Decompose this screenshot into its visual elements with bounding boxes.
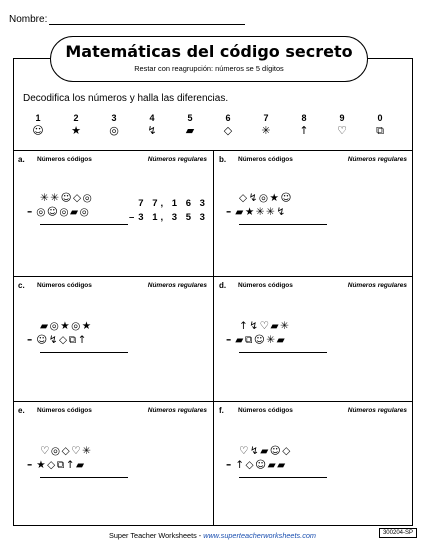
key-item-1 [28, 112, 48, 138]
arrow-up-icon: ↑ [299, 124, 309, 137]
key-item-6 [218, 112, 238, 138]
page-title: Matemáticas del código secreto [65, 42, 353, 61]
code-bottom-row [27, 333, 93, 347]
code-top: ◇↯◎★☺ [239, 192, 293, 204]
code-top: ✳✳☺◇◎ [40, 192, 94, 204]
key-number: 3 [111, 113, 117, 123]
code-bottom: ▰★✳✳↯ [235, 206, 287, 218]
code-bottom: ★◇⧉↑▰ [36, 459, 86, 471]
problem-letter: e. [18, 406, 25, 415]
symbol-key [24, 112, 384, 144]
codes-heading: Números códigos [37, 407, 92, 414]
code-top: ♡↯▰☺◇ [239, 445, 292, 457]
name-row [9, 14, 245, 25]
minus-sign: – [226, 459, 232, 471]
heart-icon: ♡ [337, 124, 347, 137]
key-number: 9 [339, 113, 345, 123]
instructions: Decodifica los números y halla las diferencias. [23, 93, 229, 104]
key-item-8 [294, 112, 314, 138]
minus-sign: – [27, 206, 33, 218]
minus-sign: – [226, 334, 232, 346]
problem-letter: f. [219, 406, 224, 415]
key-item-4 [142, 112, 162, 138]
code-problem [226, 319, 290, 347]
code-problem [27, 319, 93, 347]
smiley-icon: ☺ [32, 124, 44, 137]
code-bottom: ◎☺◎▰◎ [36, 206, 91, 218]
problem-letter: d. [219, 281, 227, 290]
regular-bottom: 3 1, 3 5 3 [138, 212, 208, 223]
parallelogram-icon: ▰ [185, 124, 195, 137]
minus-sign: – [27, 459, 33, 471]
name-field[interactable] [49, 15, 245, 25]
footer [0, 531, 425, 540]
key-number: 2 [73, 113, 79, 123]
codes-heading: Números códigos [37, 156, 92, 163]
key-number: 6 [225, 113, 231, 123]
diamond-icon: ◇ [223, 124, 233, 137]
code-bottom-row [226, 458, 292, 472]
regular-heading: Números regulares [347, 156, 407, 163]
answer-line [239, 224, 327, 225]
code-bottom-row [27, 205, 93, 219]
code-problem [226, 191, 293, 219]
regular-problem [129, 197, 208, 225]
code-top: ▰◎★◎★ [40, 320, 93, 332]
answer-line [239, 352, 327, 353]
regular-top: 7 7, 1 6 3 [138, 198, 208, 209]
codes-heading: Números códigos [238, 282, 293, 289]
key-item-7 [256, 112, 276, 138]
spiral-icon: ◎ [109, 124, 119, 137]
codes-heading: Números códigos [238, 407, 293, 414]
minus-sign: – [129, 212, 135, 223]
footer-link[interactable]: www.superteacherworksheets.com [203, 531, 316, 540]
minus-sign: – [27, 334, 33, 346]
code-top: ♡◎◇♡✳ [40, 445, 93, 457]
problem-d [213, 276, 413, 401]
minus-sign: – [226, 206, 232, 218]
key-number: 8 [301, 113, 307, 123]
answer-line [40, 477, 128, 478]
key-number: 5 [187, 113, 193, 123]
squares-icon: ⧉ [376, 124, 384, 137]
regular-heading: Números regulares [347, 282, 407, 289]
key-item-3 [104, 112, 124, 138]
key-item-5 [180, 112, 200, 138]
key-item-9 [332, 112, 352, 138]
lightning-icon: ↯ [147, 124, 157, 137]
regular-heading: Números regulares [147, 156, 207, 163]
code-bottom: ☺↯◇⧉↑ [36, 334, 88, 346]
regular-bottom-row [129, 211, 208, 225]
code-problem [27, 444, 92, 472]
title-box [50, 36, 368, 82]
asterisk-icon: ✳ [261, 124, 271, 137]
code-bottom: ↑◇☺▰▰ [235, 459, 287, 471]
key-number: 1 [35, 113, 41, 123]
key-number: 4 [149, 113, 155, 123]
key-item-0 [370, 112, 390, 138]
star-icon: ★ [71, 124, 81, 137]
code-problem [27, 191, 93, 219]
codes-heading: Números códigos [238, 156, 293, 163]
worksheet-code: 300204-SP [379, 528, 417, 538]
answer-line [40, 352, 128, 353]
code-bottom-row [226, 205, 293, 219]
code-bottom: ▰⧉☺✳▰ [235, 334, 287, 346]
code-problem [226, 444, 292, 472]
code-bottom-row [27, 458, 92, 472]
regular-heading: Números regulares [347, 407, 407, 414]
code-bottom-row [226, 333, 290, 347]
answer-line [239, 477, 327, 478]
key-item-2 [66, 112, 86, 138]
code-top: ↑↯♡▰✳ [239, 320, 291, 332]
problem-grid [13, 150, 413, 526]
problem-letter: c. [18, 281, 25, 290]
regular-heading: Números regulares [147, 282, 207, 289]
key-number: 7 [263, 113, 269, 123]
problem-b [213, 151, 413, 276]
name-label: Nombre: [9, 14, 48, 25]
answer-line [40, 224, 128, 225]
problem-e [13, 401, 213, 526]
problem-f [213, 401, 413, 526]
key-number: 0 [377, 113, 383, 123]
problem-letter: a. [18, 155, 25, 164]
regular-heading: Números regulares [147, 407, 207, 414]
page-subtitle: Restar con reagrupción: números se 5 dígitos [134, 64, 284, 73]
problem-c [13, 276, 213, 401]
problem-letter: b. [219, 155, 227, 164]
footer-text: Super Teacher Worksheets - [109, 531, 204, 540]
problem-a [13, 151, 213, 276]
codes-heading: Números códigos [37, 282, 92, 289]
